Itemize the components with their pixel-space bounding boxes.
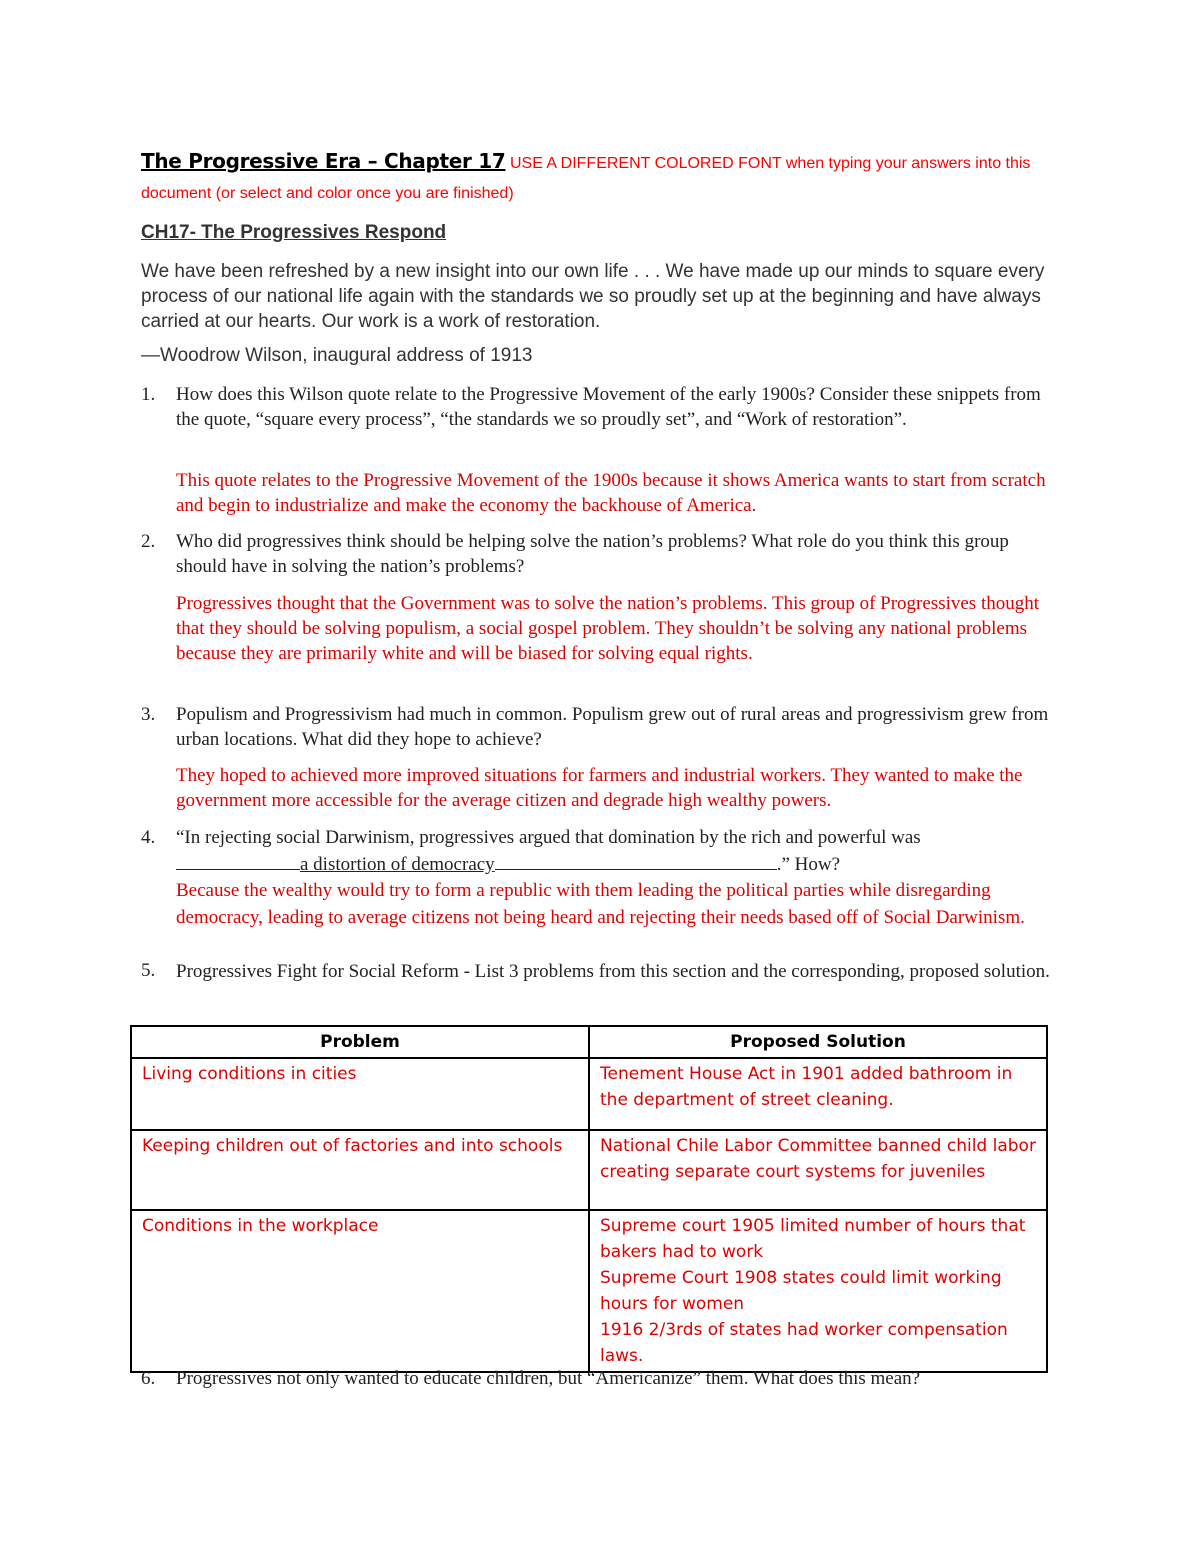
solution-cell [589, 1130, 1047, 1210]
question-number: 6. [141, 1368, 156, 1389]
question-number: 2. [141, 531, 156, 552]
table-row [131, 1058, 1047, 1130]
question-text: How does this Wilson quote relate to the Progressive Movement of the early 1900s? Consider these snippets from the quote, “square every process”, “the standards we so proudly set”, and “Work of restoration”. [176, 384, 1041, 430]
problem-cell: Keeping children out of factories and into schools [131, 1130, 589, 1210]
fill-blank-line [495, 851, 777, 870]
instruction-text: USE A DIFFERENT COLORED FONT when typing your answers into this document (or select and color once you are finished) [141, 155, 1031, 202]
solution-cell [589, 1210, 1047, 1372]
question-number: 5. [141, 960, 156, 981]
quote-attribution: —Woodrow Wilson, inaugural address of 1913 [141, 345, 533, 366]
wilson-quote: We have been refreshed by a new insight into our own life . . . We have made up our minds to square every process of our national life again with the standards we so proudly set up at the beginning and have always carried at our hearts. Our work is a work of restoration. [141, 261, 1045, 332]
question-number: 4. [141, 827, 156, 848]
table-header-solution: Proposed Solution [589, 1026, 1047, 1058]
solution-line: Tenement House Act in 1901 added bathroom in the department of street cleaning. [600, 1064, 1013, 1110]
table-row [131, 1130, 1047, 1210]
fill-blank-line [176, 851, 300, 870]
section-heading: CH17- The Progressives Respond [141, 222, 447, 243]
question-text-before: “In rejecting social Darwinism, progressives argued that domination by the rich and powerful was [176, 827, 921, 848]
table-header-problem: Problem [131, 1026, 589, 1058]
answer-text: Progressives thought that the Government was to solve the nation’s problems. This group of Progressives thought that they should be solving populism, a social gospel problem. They shouldn’t be solving any national problems because they are primarily white and will be biased for solving equal rights. [176, 593, 1039, 664]
answer-text: They hoped to achieved more improved situations for farmers and industrial workers. They wanted to make the government more accessible for the average citizen and degrade high wealthy powers. [176, 765, 1023, 811]
solution-line: Supreme court 1905 limited number of hours that bakers had to work [600, 1216, 1026, 1262]
problem-solution-table [130, 1025, 1048, 1373]
table-header-row [131, 1026, 1047, 1058]
question-number: 3. [141, 704, 156, 725]
solution-line: 1916 2/3rds of states had worker compensation laws. [600, 1320, 1008, 1366]
question-text: Who did progressives think should be helping solve the nation’s problems? What role do you think this group should have in solving the nation’s problems? [176, 531, 1009, 577]
question-number: 1. [141, 384, 156, 405]
question-text [176, 825, 1056, 878]
table-row [131, 1210, 1047, 1372]
solution-line: Supreme Court 1908 states could limit working hours for women [600, 1268, 1002, 1314]
problem-cell: Living conditions in cities [131, 1058, 589, 1130]
question-text-after: .” How? [776, 854, 840, 875]
question-text: Progressives not only wanted to educate children, but “Americanize” them. What does this mean? [176, 1368, 921, 1389]
question-text: Progressives Fight for Social Reform - List 3 problems from this section and the corresponding, proposed solution. [176, 961, 1050, 982]
answer-text: This quote relates to the Progressive Movement of the 1900s because it shows America wants to start from scratch and begin to industrialize and make the economy the backhouse of America. [176, 470, 1046, 516]
problem-cell: Conditions in the workplace [131, 1210, 589, 1372]
question-text: Populism and Progressivism had much in common. Populism grew out of rural areas and progressivism grew from urban locations. What did they hope to achieve? [176, 704, 1049, 750]
document-title: The Progressive Era – Chapter 17 [141, 149, 506, 173]
solution-line: National Chile Labor Committee banned child labor creating separate court systems for juveniles [600, 1136, 1036, 1182]
document-header [141, 146, 1071, 209]
fill-blank-answer: a distortion of democracy [300, 854, 495, 875]
answer-text: Because the wealthy would try to form a republic with them leading the political parties while disregarding democracy, leading to average citizens not being heard and rejecting their needs based off of Social Darwinism. [176, 880, 1025, 928]
solution-cell [589, 1058, 1047, 1130]
